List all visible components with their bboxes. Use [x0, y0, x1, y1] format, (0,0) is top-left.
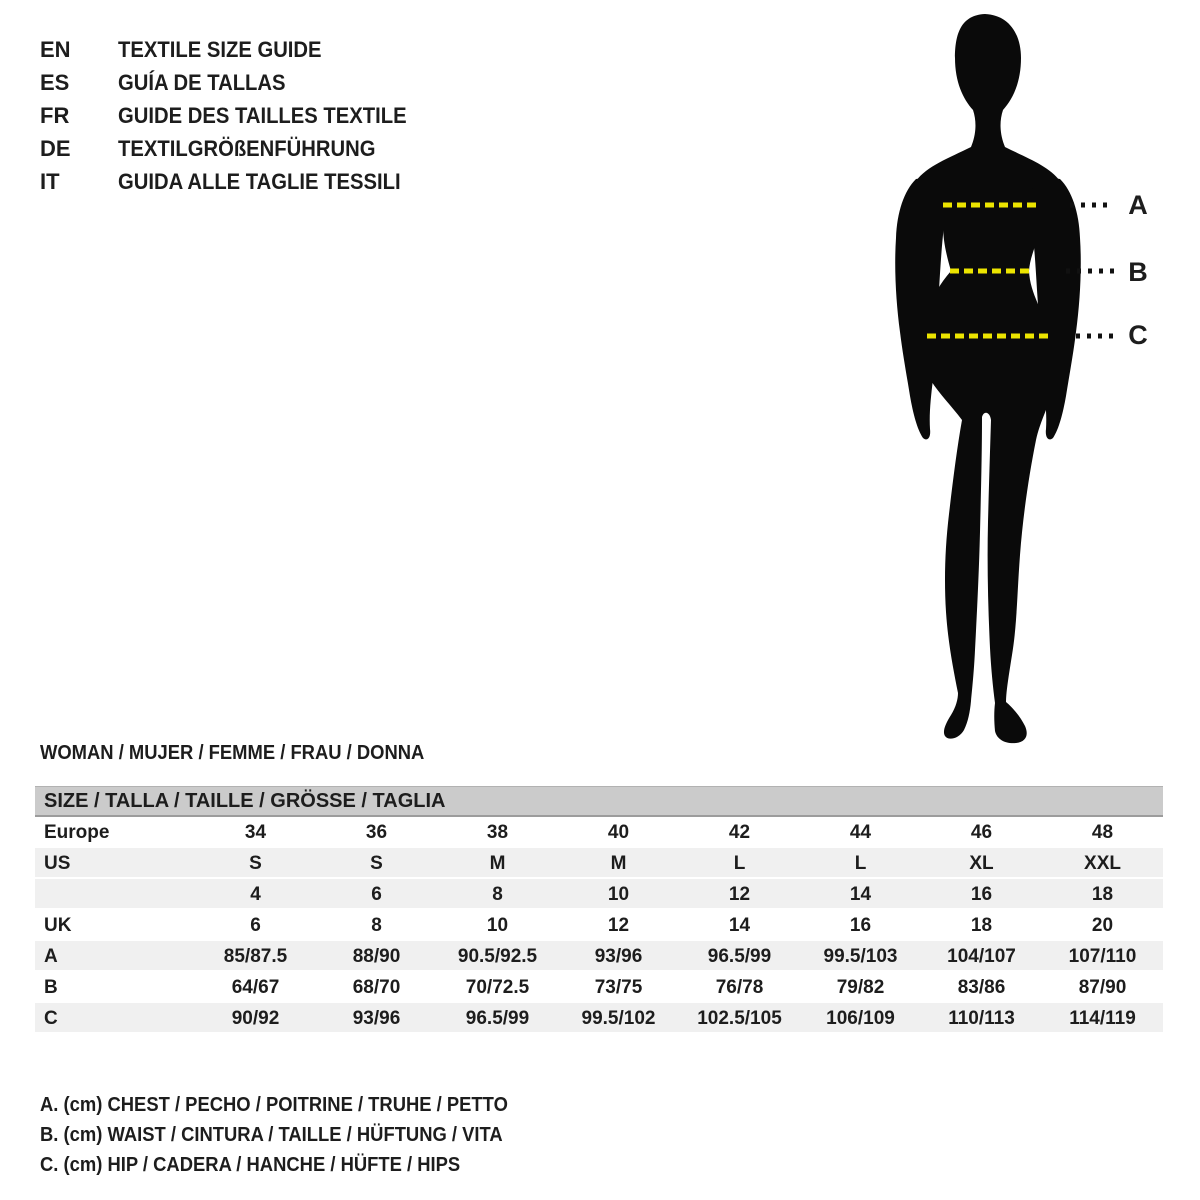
- guide-title-de: TEXTILGRÖßENFÜHRUNG: [118, 135, 376, 161]
- row-label-uk: UK: [44, 915, 72, 936]
- size-cell: 44: [849, 822, 872, 843]
- lang-code: IT: [40, 168, 60, 194]
- legend-chest: A. (cm) CHEST / PECHO / POITRINE / TRUHE / PETTO: [40, 1094, 508, 1116]
- size-cell: XXL: [1084, 853, 1121, 874]
- size-cell: 48: [1091, 822, 1114, 843]
- guide-title-en: TEXTILE SIZE GUIDE: [118, 36, 322, 62]
- size-cell: 12: [607, 915, 630, 936]
- size-cell: 8: [371, 915, 382, 936]
- table-row-europe: [35, 817, 1163, 848]
- measure-cell: 79/82: [836, 977, 885, 998]
- measure-cell: 93/96: [352, 1008, 401, 1029]
- measure-cell: 104/107: [947, 946, 1016, 967]
- row-label-empty: [35, 879, 195, 910]
- measure-cell: 90/92: [231, 1008, 280, 1029]
- measure-cell: 85/87.5: [223, 946, 288, 967]
- measure-cell: 106/109: [826, 1008, 895, 1029]
- waist-label: B: [1128, 257, 1148, 287]
- size-cell: 10: [607, 884, 630, 905]
- measure-cell: 96.5/99: [465, 1008, 530, 1029]
- table-row-uk: [35, 910, 1163, 941]
- chest-label: A: [1128, 190, 1148, 220]
- size-cell: 38: [486, 822, 509, 843]
- row-label-a: A: [44, 946, 58, 967]
- size-cell: 16: [970, 884, 993, 905]
- row-label-c: C: [44, 1008, 58, 1029]
- size-cell: 14: [849, 884, 872, 905]
- size-cell: 4: [250, 884, 261, 905]
- measure-cell: 107/110: [1068, 946, 1137, 967]
- measurement-legend: [40, 1090, 549, 1180]
- hip-label: C: [1128, 320, 1148, 350]
- measure-cell: 110/113: [948, 1008, 1015, 1029]
- table-row-c-hip: [35, 1003, 1163, 1034]
- size-table: [35, 786, 1163, 1034]
- measure-cell: 96.5/99: [707, 946, 772, 967]
- measure-cell: 99.5/103: [823, 946, 898, 967]
- measure-cell: 70/72.5: [465, 977, 530, 998]
- lang-code: DE: [40, 135, 71, 161]
- size-cell: XL: [969, 853, 994, 874]
- size-cell: 6: [250, 915, 261, 936]
- size-cell: L: [733, 853, 746, 874]
- measure-cell: 73/75: [594, 977, 643, 998]
- measure-cell: 114/119: [1069, 1008, 1136, 1029]
- lang-code: EN: [40, 36, 71, 62]
- legend-hip: C. (cm) HIP / CADERA / HANCHE / HÜFTE / HIPS: [40, 1154, 461, 1176]
- row-label-europe: Europe: [44, 822, 110, 843]
- measure-cell: 68/70: [352, 977, 401, 998]
- size-cell: 36: [365, 822, 388, 843]
- size-cell: 18: [1091, 884, 1114, 905]
- size-cell: 20: [1091, 915, 1114, 936]
- size-cell: 6: [371, 884, 382, 905]
- guide-title-fr: GUIDE DES TAILLES TEXTILE: [118, 102, 407, 128]
- size-cell: 14: [728, 915, 751, 936]
- legend-waist: B. (cm) WAIST / CINTURA / TAILLE / HÜFTUNG / VITA: [40, 1124, 503, 1146]
- size-cell: 40: [607, 822, 630, 843]
- measure-cell: 102.5/105: [697, 1008, 782, 1029]
- size-cell: S: [249, 853, 262, 874]
- size-cell: 42: [728, 822, 751, 843]
- size-cell: M: [489, 853, 506, 874]
- size-table-header: [35, 786, 1163, 817]
- size-table-header-label: SIZE / TALLA / TAILLE / GRÖSSE / TAGLIA: [44, 790, 446, 812]
- size-cell: 18: [970, 915, 993, 936]
- guide-title-es: GUÍA DE TALLAS: [118, 69, 286, 95]
- size-cell: M: [610, 853, 627, 874]
- measure-cell: 88/90: [352, 946, 401, 967]
- size-cell: 16: [849, 915, 872, 936]
- measure-cell: 83/86: [957, 977, 1006, 998]
- measure-cell: 64/67: [231, 977, 280, 998]
- lang-code: ES: [40, 69, 70, 95]
- guide-title-it: GUIDA ALLE TAGLIE TESSILI: [118, 168, 401, 194]
- measure-cell: 99.5/102: [581, 1008, 656, 1029]
- table-row-us-numeric: [35, 879, 1163, 910]
- size-cell: L: [854, 853, 867, 874]
- table-row-a-chest: [35, 941, 1163, 972]
- measure-cell: 87/90: [1078, 977, 1127, 998]
- size-cell: 8: [492, 884, 503, 905]
- size-cell: S: [370, 853, 383, 874]
- lang-code: FR: [40, 102, 70, 128]
- section-title-woman: WOMAN / MUJER / FEMME / FRAU / DONNA: [40, 742, 425, 764]
- row-label-b: B: [44, 977, 58, 998]
- measure-cell: 93/96: [594, 946, 643, 967]
- size-cell: 46: [970, 822, 993, 843]
- measure-cell: 90.5/92.5: [457, 946, 538, 967]
- table-row-b-waist: [35, 972, 1163, 1003]
- size-cell: 12: [728, 884, 751, 905]
- row-label-us: US: [44, 853, 71, 874]
- silhouette-body: [916, 14, 1060, 743]
- size-cell: 10: [486, 915, 509, 936]
- size-cell: 34: [244, 822, 267, 843]
- measure-cell: 76/78: [715, 977, 764, 998]
- table-row-us: [35, 848, 1163, 879]
